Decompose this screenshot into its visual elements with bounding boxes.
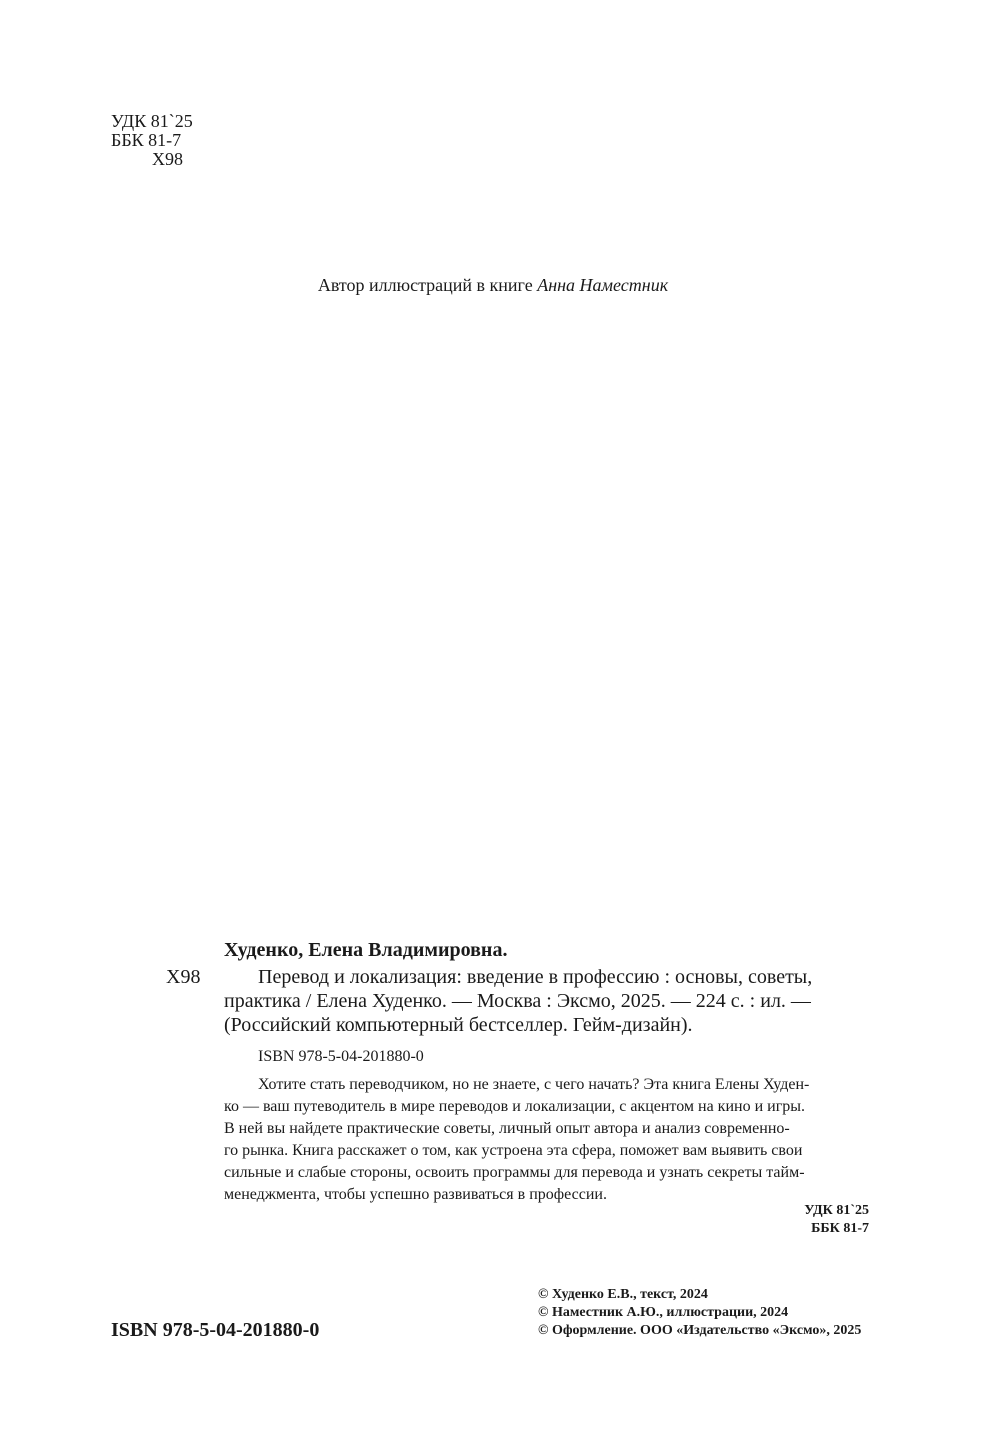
abstract-line-6: менеджмента, чтобы успешно развиваться в профессии.	[224, 1186, 607, 1203]
copyright-illustrations: © Наместник А.Ю., иллюстрации, 2024	[538, 1305, 789, 1320]
bbk-bottom: ББК 81-7	[811, 1221, 869, 1236]
author-heading: Худенко, Елена Владимировна.	[224, 939, 508, 961]
bib-isbn: ISBN 978-5-04-201880-0	[258, 1048, 424, 1065]
abstract-line-1: Хотите стать переводчиком, но не знаете, с чего начать? Эта книга Елены Худен-	[258, 1076, 810, 1093]
illustrator-name: Анна Наместник	[537, 275, 669, 295]
description-line-2: практика / Елена Худенко. — Москва : Эксмо, 2025. — 224 с. : ил. —	[224, 990, 811, 1012]
illustrator-credit	[0, 274, 986, 296]
abstract-line-2: ко — ваш путеводитель в мире переводов и локализации, с акцентом на кино и игры.	[224, 1098, 806, 1115]
illustrator-prefix: Автор иллюстраций в книге	[317, 275, 533, 295]
copyright-design: © Оформление. ООО «Издательство «Эксмо», 2025	[538, 1323, 862, 1338]
bbk-top: ББК 81-7	[111, 130, 182, 150]
abstract-line-3: В ней вы найдете практические советы, личный опыт автора и анализ современно-	[224, 1120, 790, 1137]
cutter-mark: Х98	[166, 966, 201, 988]
description-line-3: (Российский компьютерный бестселлер. Гейм-дизайн).	[224, 1014, 693, 1036]
abstract-line-4: го рынка. Книга расскажет о том, как устроена эта сфера, поможет вам выявить свои	[224, 1142, 803, 1159]
copyright-text: © Худенко Е.В., текст, 2024	[538, 1287, 708, 1302]
description-line-1: Перевод и локализация: введение в профессию : основы, советы,	[258, 966, 813, 988]
abstract-line-5: сильные и слабые стороны, освоить программы для перевода и узнать секреты тайм-	[224, 1164, 805, 1181]
cutter-top: Х98	[152, 149, 183, 169]
footer-isbn: ISBN 978-5-04-201880-0	[111, 1319, 320, 1341]
udk-top: УДК 81`25	[111, 111, 193, 131]
udk-bottom: УДК 81`25	[804, 1203, 869, 1218]
